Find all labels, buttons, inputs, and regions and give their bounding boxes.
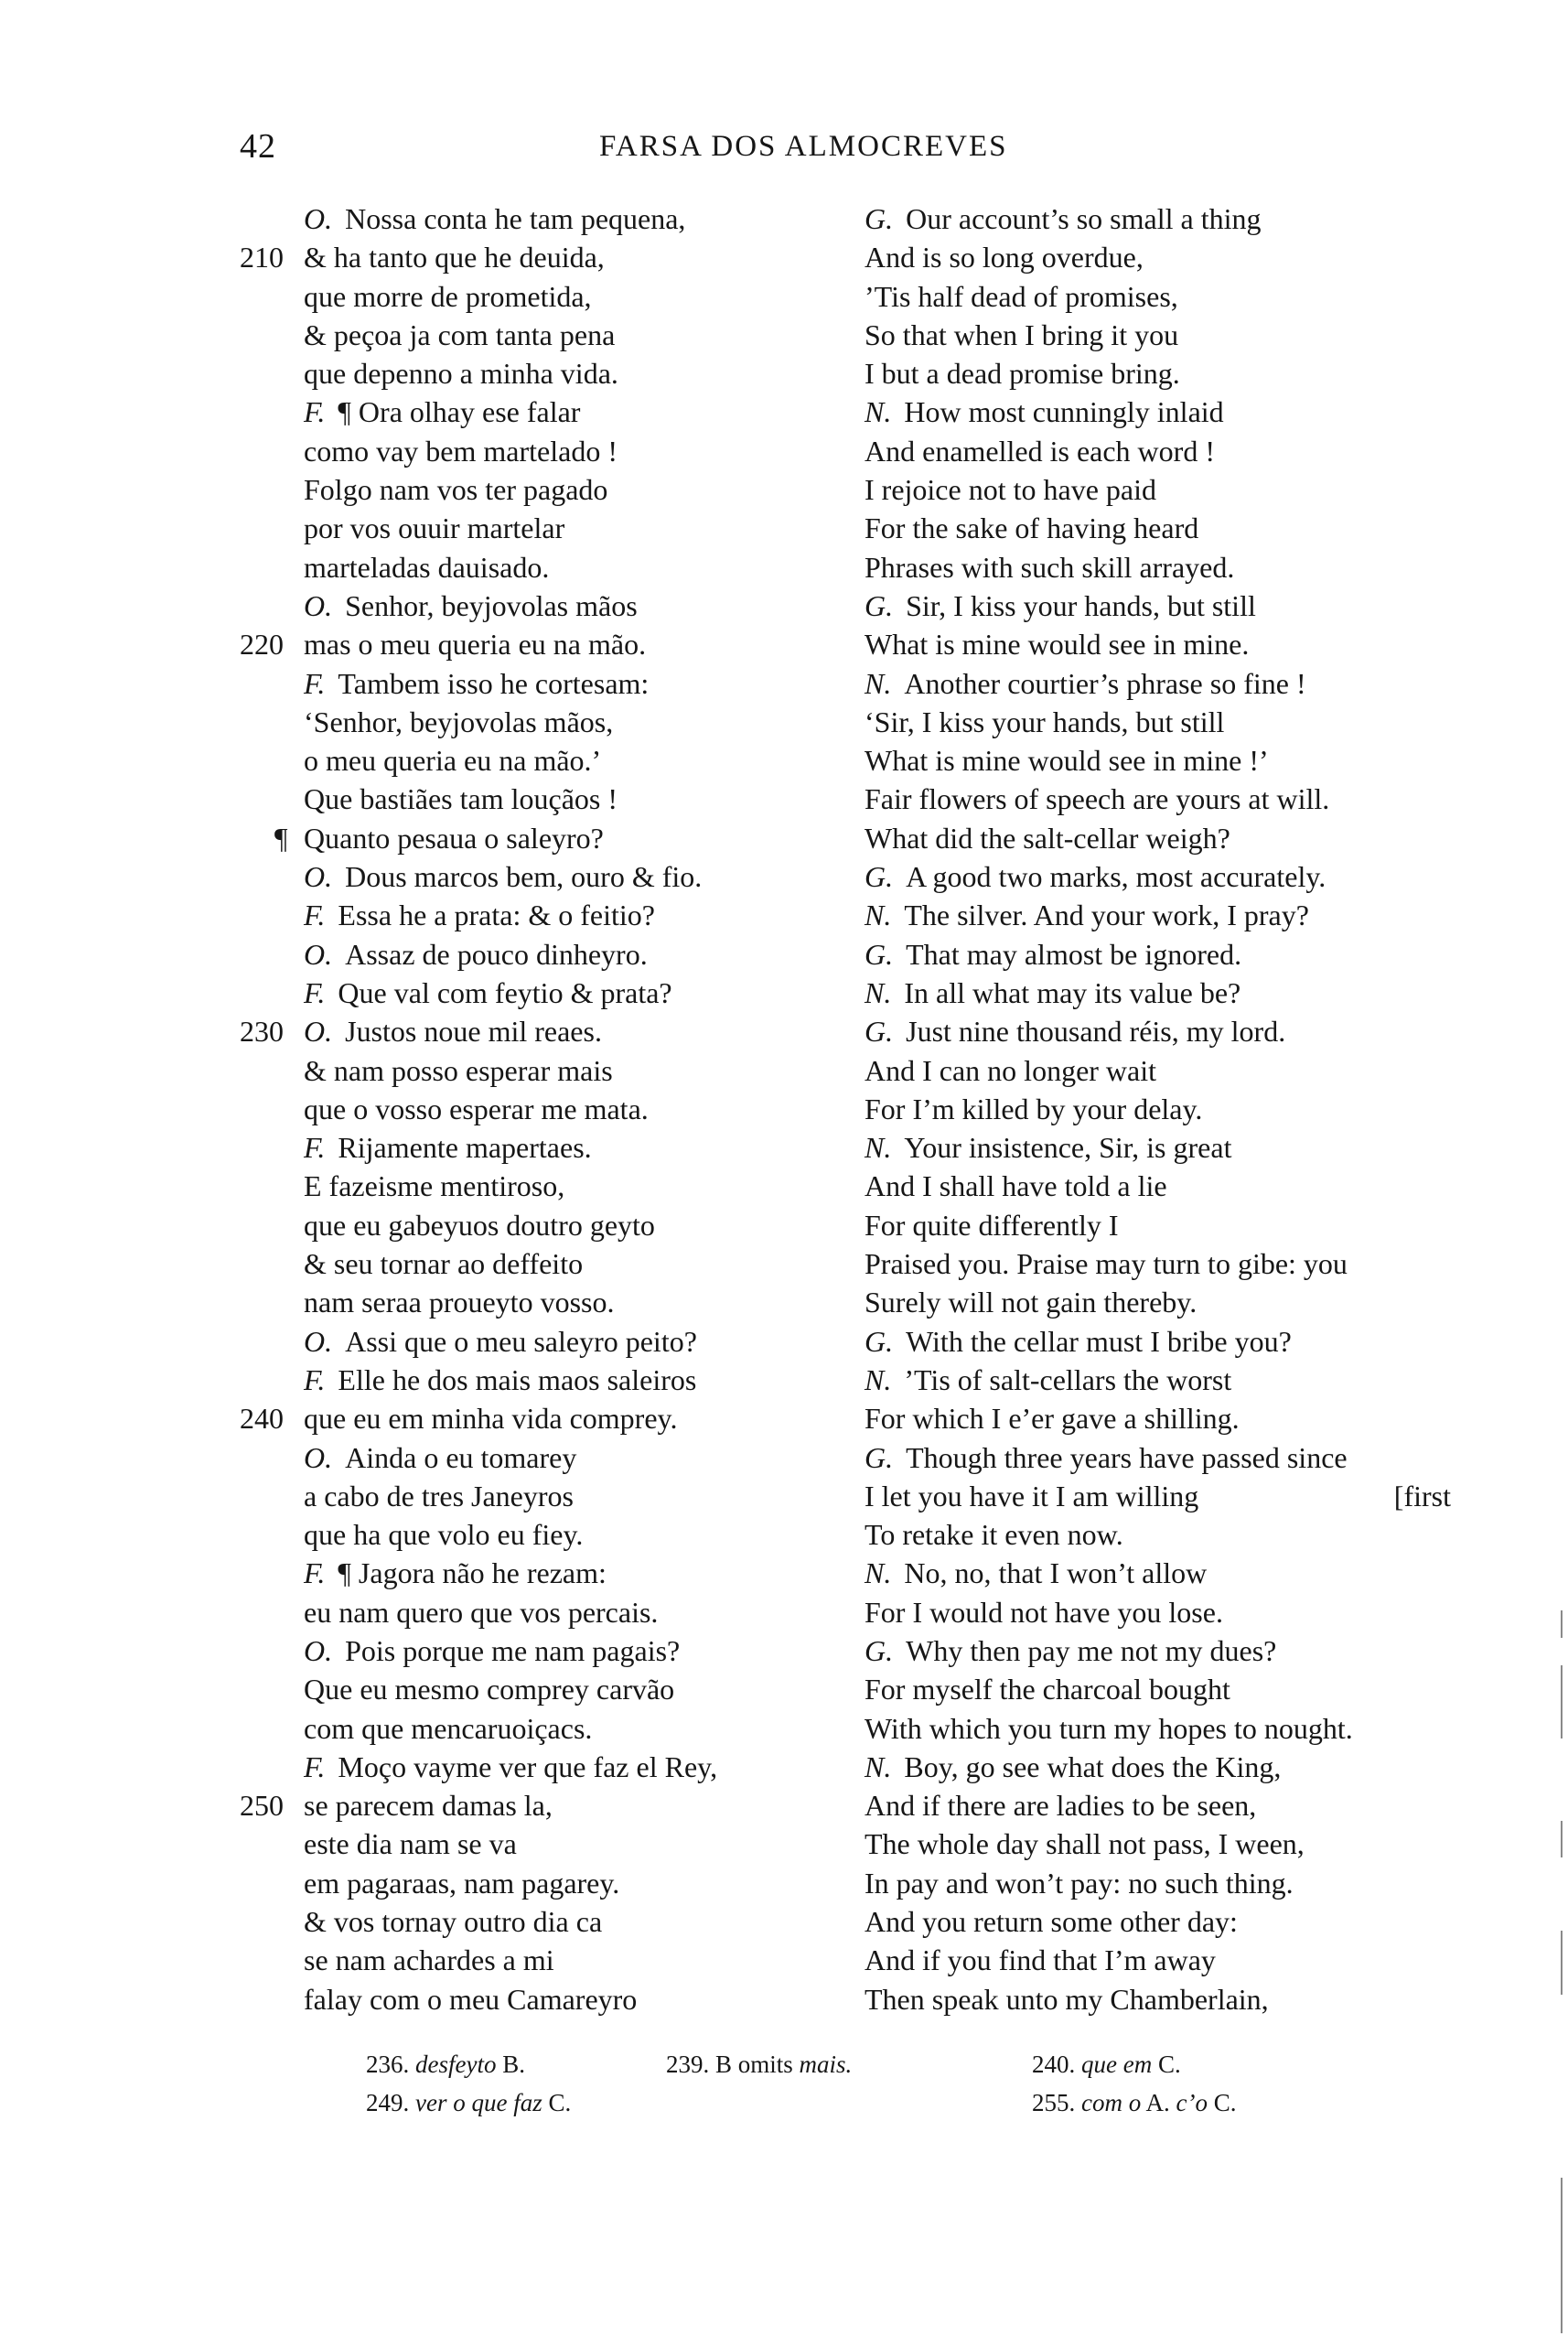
verse-text: For which I e’er gave a shilling. [865, 1402, 1240, 1436]
verse-line [304, 1206, 717, 1244]
verse-text: se parecem damas la, [304, 1789, 553, 1823]
verse-line [304, 587, 717, 625]
verse-line [865, 896, 1450, 934]
verse-text: Pois porque me nam pagais? [345, 1633, 681, 1667]
line-number: 250 [240, 1789, 284, 1823]
verse-line [304, 1631, 717, 1670]
speaker-label: O. [304, 1633, 333, 1667]
verse-line [304, 935, 717, 974]
footnote-text: C. [1152, 2051, 1181, 2078]
line-number: 210 [240, 241, 284, 275]
verse-text: What is mine would see in mine. [865, 628, 1250, 662]
footnote-variant: desfeyto [415, 2051, 497, 2078]
scan-edge-mark [1561, 1610, 1563, 1638]
verse-text: Que val com feytio & prata? [338, 975, 672, 1009]
verse-text: se nam achardes a mi [304, 1943, 554, 1977]
verse-line [304, 1167, 717, 1205]
speaker-label: F. [304, 899, 326, 932]
verse-text: How most cunningly inlaid [904, 395, 1224, 429]
speaker-label: N. [865, 899, 892, 932]
verse-line [865, 1748, 1450, 1786]
verse-text: For I’m killed by your delay. [865, 1092, 1203, 1125]
verse-line [240, 238, 717, 276]
verse-line [865, 1438, 1450, 1477]
verse-text: o meu queria eu na mão.’ [304, 744, 602, 778]
verse-line [304, 1051, 717, 1090]
verse-line [865, 1090, 1450, 1128]
verse-text: With which you turn my hopes to nought. [865, 1711, 1353, 1745]
verse-line [865, 741, 1450, 780]
verse-text: nam seraa proueyto vosso. [304, 1286, 615, 1319]
verse-line [865, 1670, 1450, 1708]
speaker-label: O. [304, 202, 333, 235]
verse-line [865, 664, 1450, 703]
speaker-label: F. [304, 975, 326, 1009]
verse-text: To retake it even now. [865, 1518, 1123, 1552]
verse-line [865, 1399, 1450, 1437]
scan-edge-mark [1561, 1821, 1563, 1857]
speaker-label: N. [865, 1749, 892, 1783]
english-column [865, 199, 1450, 2018]
speaker-label: N. [865, 666, 892, 700]
verse-line [304, 1283, 717, 1321]
footnote-number: 255. [1032, 2089, 1081, 2116]
verse-text: ’Tis half dead of promises, [865, 279, 1178, 313]
verse-text: ¶ Jagora não he rezam: [338, 1556, 607, 1590]
verse-text: & ha tanto que he deuida, [304, 241, 605, 275]
speaker-label: G. [865, 1324, 894, 1358]
verse-text: Senhor, beyjovolas mãos [345, 588, 638, 622]
bracketed-word: [first [1393, 1479, 1451, 1512]
speaker-label: F. [304, 1749, 326, 1783]
verse-line [865, 509, 1450, 547]
verse-line [274, 819, 717, 857]
footnote-text: A. [1141, 2089, 1176, 2116]
verse-text: Moço vayme ver que faz el Rey, [338, 1749, 718, 1783]
footnote [1032, 2083, 1237, 2122]
verse-line [304, 974, 717, 1012]
line-number: 230 [240, 1015, 284, 1049]
verse-line [865, 1051, 1450, 1090]
verse-line [865, 1980, 1450, 2018]
verse-line [304, 1515, 717, 1554]
verse-line [865, 199, 1450, 238]
verse-line [304, 1244, 717, 1283]
verse-line [865, 857, 1450, 896]
verse-text: And you return some other day: [865, 1905, 1238, 1939]
verse-line [865, 1128, 1450, 1167]
verse-text: Fair flowers of speech are yours at will. [865, 782, 1330, 816]
verse-line [304, 1554, 717, 1592]
verse-line [865, 1786, 1450, 1825]
verse-line [240, 1012, 717, 1050]
verse-line [240, 1786, 717, 1825]
verse-line [865, 1631, 1450, 1670]
verse-text: For the sake of having heard [865, 511, 1199, 545]
verse-line [865, 974, 1450, 1012]
speaker-label: N. [865, 975, 892, 1009]
speaker-label: N. [865, 1362, 892, 1396]
line-number: 220 [240, 628, 284, 662]
verse-line [304, 277, 717, 316]
verse-line [865, 1554, 1450, 1592]
verse-text: For I would not have you lose. [865, 1595, 1223, 1629]
verse-text: And is so long overdue, [865, 241, 1144, 275]
verse-line [304, 393, 717, 431]
footnote-text: C. [542, 2089, 572, 2116]
verse-text: & nam posso esperar mais [304, 1053, 613, 1087]
verse-line [865, 432, 1450, 470]
verse-text: Surely will not gain thereby. [865, 1286, 1197, 1319]
verse-text: E fazeisme mentiroso, [304, 1169, 565, 1203]
verse-line [865, 354, 1450, 393]
verse-text: A good two marks, most accurately. [906, 860, 1326, 894]
running-title: FARSA DOS ALMOCREVES [599, 130, 1008, 163]
footnote-variant: que em [1081, 2051, 1153, 2078]
verse-text: The whole day shall not pass, I ween, [865, 1827, 1305, 1861]
verse-text: Another courtier’s phrase so fine ! [904, 666, 1306, 700]
verse-text: mas o meu queria eu na mão. [304, 628, 647, 662]
verse-text: Dous marcos bem, ouro & fio. [345, 860, 703, 894]
verse-text: Assi que o meu saleyro peito? [345, 1324, 697, 1358]
verse-line [865, 1593, 1450, 1631]
verse-text: Tambem isso he cortesam: [338, 666, 650, 700]
verse-text: I let you have it I am willing [865, 1479, 1199, 1512]
verse-text: que eu gabeyuos doutro geyto [304, 1208, 655, 1242]
verse-text: Essa he a prata: & o feitio? [338, 899, 655, 932]
verse-text: And if there are ladies to be seen, [865, 1789, 1257, 1823]
verse-text: marteladas dauisado. [304, 550, 550, 584]
speaker-label: G. [865, 1633, 894, 1667]
verse-line [865, 1864, 1450, 1902]
verse-text: que eu em minha vida comprey. [304, 1402, 678, 1436]
speaker-label: F. [304, 1556, 326, 1590]
verse-text: falay com o meu Camareyro [304, 1982, 638, 2016]
verse-line [304, 1748, 717, 1786]
speaker-label: O. [304, 937, 333, 971]
verse-text: What is mine would see in mine !’ [865, 744, 1269, 778]
verse-line [304, 316, 717, 354]
speaker-label: F. [304, 666, 326, 700]
verse-text: For quite differently I [865, 1208, 1119, 1242]
verse-line [865, 1941, 1450, 1979]
speaker-label: F. [304, 395, 326, 429]
verse-text: em pagaraas, nam pagarey. [304, 1866, 620, 1900]
verse-text: Assaz de pouco dinheyro. [345, 937, 648, 971]
verse-line [865, 625, 1450, 663]
verse-text: I but a dead promise bring. [865, 357, 1180, 391]
footnote-number: 239. [666, 2051, 715, 2078]
verse-text: And enamelled is each word ! [865, 434, 1215, 468]
verse-text: I rejoice not to have paid [865, 473, 1156, 507]
verse-text: In all what may its value be? [904, 975, 1241, 1009]
verse-line [240, 625, 717, 663]
speaker-label: O. [304, 588, 333, 622]
verse-line [304, 1593, 717, 1631]
verse-text: que morre de prometida, [304, 279, 592, 313]
verse-line [865, 470, 1450, 509]
verse-text: que o vosso esperar me mata. [304, 1092, 649, 1125]
verse-line [304, 1361, 717, 1399]
verse-text: como vay bem martelado ! [304, 434, 618, 468]
verse-text: & vos tornay outro dia ca [304, 1905, 603, 1939]
verse-text: Boy, go see what does the King, [904, 1749, 1282, 1783]
footnote-text: B. [496, 2051, 525, 2078]
verse-line [304, 664, 717, 703]
verse-line [240, 1399, 717, 1437]
verse-line [865, 1825, 1450, 1863]
verse-text: Our account’s so small a thing [906, 202, 1262, 235]
verse-text: ’Tis of salt-cellars the worst [904, 1362, 1232, 1396]
verse-line [304, 741, 717, 780]
verse-text: Quanto pesaua o saleyro? [304, 821, 604, 855]
verse-line [865, 316, 1450, 354]
verse-line [865, 1206, 1450, 1244]
verse-text: For myself the charcoal bought [865, 1673, 1230, 1706]
verse-text: And I can no longer wait [865, 1053, 1157, 1087]
verse-line [865, 238, 1450, 276]
footnote-variant: mais. [799, 2051, 853, 2078]
page-number: 42 [240, 127, 276, 166]
verse-text: por vos ouuir martelar [304, 511, 565, 545]
verse-line [304, 548, 717, 587]
verse-text: And I shall have told a lie [865, 1169, 1167, 1203]
speaker-label: F. [304, 1131, 326, 1165]
verse-line [304, 780, 717, 818]
verse-text: Then speak unto my Chamberlain, [865, 1982, 1269, 2016]
verse-text: So that when I bring it you [865, 318, 1179, 351]
speaker-label: N. [865, 1131, 892, 1165]
footnote-text: B omits [715, 2051, 800, 2078]
verse-text: que ha que volo eu fiey. [304, 1518, 584, 1552]
verse-line [865, 587, 1450, 625]
verse-text: Your insistence, Sir, is great [904, 1131, 1232, 1165]
verse-text: & seu tornar ao deffeito [304, 1247, 584, 1281]
footnote [366, 2045, 525, 2083]
verse-line [304, 1709, 717, 1748]
verse-text: In pay and won’t pay: no such thing. [865, 1866, 1294, 1900]
verse-text: That may almost be ignored. [906, 937, 1242, 971]
verse-text: com que mencaruoiçacs. [304, 1711, 593, 1745]
verse-line [865, 548, 1450, 587]
verse-text: eu nam quero que vos percais. [304, 1595, 659, 1629]
verse-text: Folgo nam vos ter pagado [304, 473, 608, 507]
verse-line [304, 703, 717, 741]
footnote-text: C. [1207, 2089, 1237, 2116]
footnote [1032, 2045, 1181, 2083]
footnote-number: 240. [1032, 2051, 1081, 2078]
footnote-variant: c’o [1176, 2089, 1208, 2116]
verse-text: Que eu mesmo comprey carvão [304, 1673, 675, 1706]
verse-text: Justos noue mil reaes. [345, 1015, 602, 1049]
verse-line [304, 1477, 717, 1515]
verse-line [865, 1515, 1450, 1554]
verse-line [304, 1128, 717, 1167]
verse-text: Praised you. Praise may turn to gibe: you [865, 1247, 1348, 1281]
verse-line [865, 1244, 1450, 1283]
verse-line [304, 432, 717, 470]
verse-line [865, 1167, 1450, 1205]
verse-line [865, 1322, 1450, 1361]
speaker-label: G. [865, 860, 894, 894]
verse-line [865, 1902, 1450, 1941]
verse-line [865, 1283, 1450, 1321]
speaker-label: O. [304, 1440, 333, 1474]
verse-line [304, 1438, 717, 1477]
verse-line [865, 703, 1450, 741]
verse-line [865, 935, 1450, 974]
verse-line [865, 1709, 1450, 1748]
footnote-number: 249. [366, 2089, 415, 2116]
verse-line [304, 1825, 717, 1863]
verse-text: And if you find that I’m away [865, 1943, 1216, 1977]
scan-edge-mark [1561, 1931, 1563, 1995]
verse-line [304, 1090, 717, 1128]
verse-line [304, 1864, 717, 1902]
speaker-label: O. [304, 1324, 333, 1358]
verse-line [865, 780, 1450, 818]
scan-edge-mark [1561, 2178, 1563, 2333]
verse-text: Elle he dos mais maos saleiros [338, 1362, 697, 1396]
verse-text: Just nine thousand réis, my lord. [906, 1015, 1286, 1049]
verse-line [304, 1941, 717, 1979]
verse-line [865, 1477, 1450, 1515]
verse-line [865, 819, 1450, 857]
verse-line [304, 354, 717, 393]
verse-line [865, 393, 1450, 431]
speaker-label: G. [865, 588, 894, 622]
speaker-label: N. [865, 1556, 892, 1590]
verse-line [304, 199, 717, 238]
verse-text: Rijamente mapertaes. [338, 1131, 592, 1165]
speaker-label: O. [304, 860, 333, 894]
verse-text: ‘Sir, I kiss your hands, but still [865, 705, 1225, 738]
verse-text: Phrases with such skill arrayed. [865, 550, 1235, 584]
verse-line [304, 896, 717, 934]
speaker-label: N. [865, 395, 892, 429]
footnote-variant: ver o que faz [415, 2089, 542, 2116]
speaker-label: F. [304, 1362, 326, 1396]
footnote-number: 236. [366, 2051, 415, 2078]
verse-text: Que bastiães tam louçãos ! [304, 782, 618, 816]
verse-text: & peçoa ja com tanta pena [304, 318, 616, 351]
verse-line [304, 470, 717, 509]
verse-text: No, no, that I won’t allow [904, 1556, 1208, 1590]
verse-line [865, 1361, 1450, 1399]
footnote-variant: com o [1081, 2089, 1142, 2116]
verse-line [304, 1980, 717, 2018]
verse-text: Though three years have passed since [906, 1440, 1348, 1474]
verse-text: a cabo de tres Janeyros [304, 1479, 574, 1512]
verse-text: ¶ Ora olhay ese falar [338, 395, 581, 429]
verse-text: Ainda o eu tomarey [345, 1440, 577, 1474]
speaker-label: G. [865, 202, 894, 235]
scan-edge-mark [1561, 1665, 1563, 1739]
verse-text: With the cellar must I bribe you? [906, 1324, 1292, 1358]
footnote [366, 2083, 571, 2122]
verse-text: que depenno a minha vida. [304, 357, 618, 391]
verse-text: Nossa conta he tam pequena, [345, 202, 686, 235]
speaker-label: O. [304, 1015, 333, 1049]
verse-line [304, 1902, 717, 1941]
pilcrow: ¶ [274, 821, 288, 855]
verse-line [865, 277, 1450, 316]
verse-text: este dia nam se va [304, 1827, 517, 1861]
portuguese-column [240, 199, 718, 2018]
line-number: 240 [240, 1402, 284, 1436]
verse-text: What did the salt-cellar weigh? [865, 821, 1230, 855]
verse-line [304, 509, 717, 547]
footnote [666, 2045, 852, 2083]
verse-text: The silver. And your work, I pray? [904, 899, 1309, 932]
speaker-label: G. [865, 1015, 894, 1049]
verse-line [304, 857, 717, 896]
verse-text: ‘Senhor, beyjovolas mãos, [304, 705, 614, 738]
verse-text: Sir, I kiss your hands, but still [906, 588, 1256, 622]
speaker-label: G. [865, 1440, 894, 1474]
verse-line [304, 1322, 717, 1361]
verse-line [304, 1670, 717, 1708]
verse-line [865, 1012, 1450, 1050]
verse-text: Why then pay me not my dues? [906, 1633, 1277, 1667]
speaker-label: G. [865, 937, 894, 971]
